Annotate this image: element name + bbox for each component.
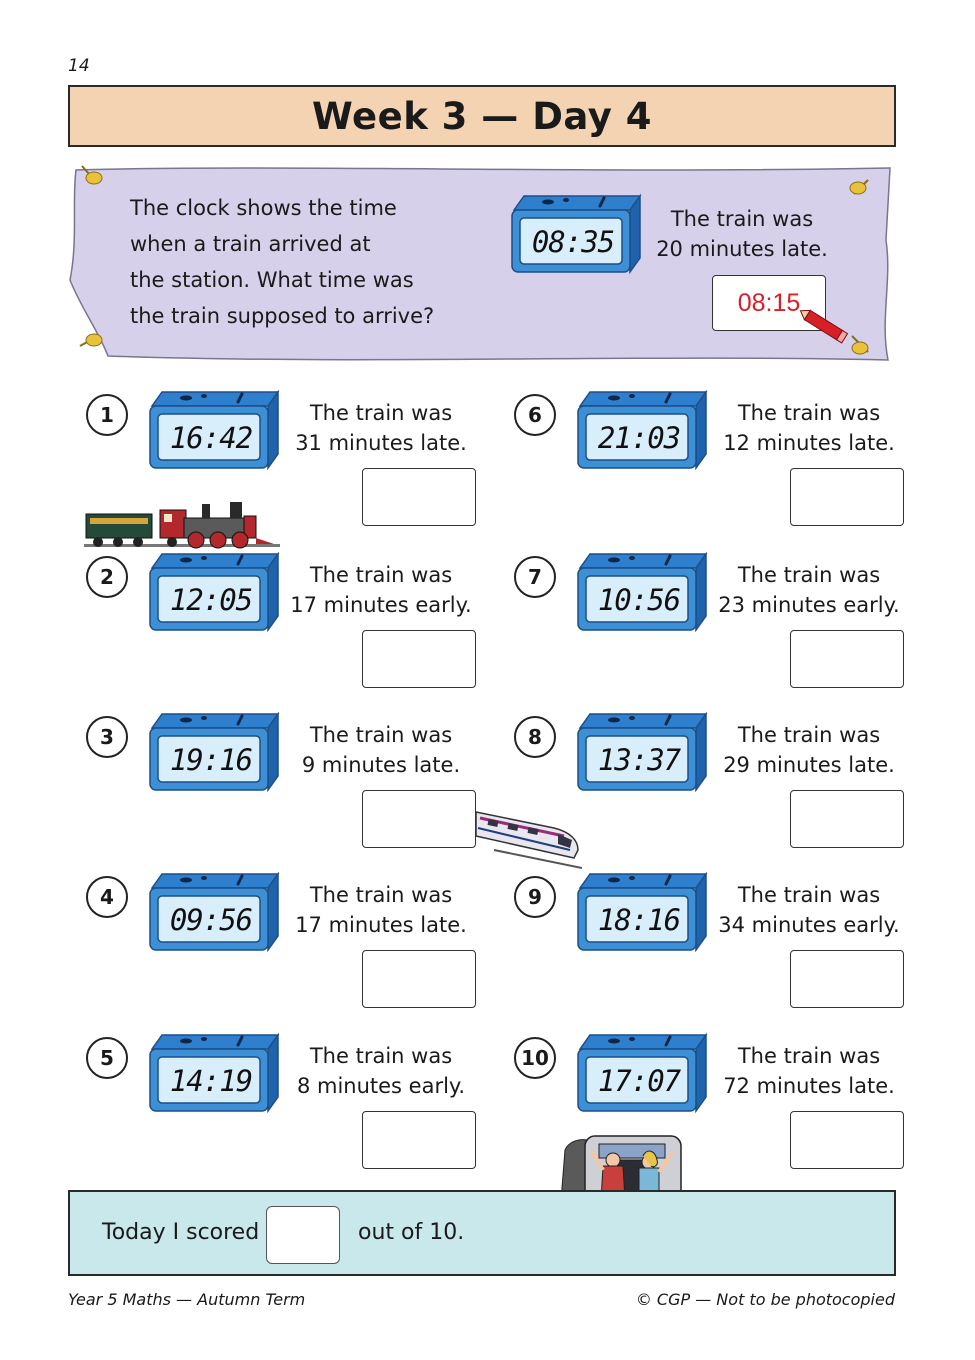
status-line: 8 minutes early.	[296, 1074, 466, 1098]
footer-left: Year 5 Maths — Autumn Term	[68, 1290, 306, 1309]
answer-box[interactable]	[362, 1111, 476, 1169]
question-6	[496, 388, 916, 538]
example-question-line: the station. What time was	[130, 268, 414, 292]
status-line: 34 minutes early.	[718, 913, 900, 937]
question-status	[286, 720, 476, 780]
modern-train-icon	[474, 806, 582, 870]
pencil-icon	[796, 306, 852, 346]
question-9	[496, 870, 916, 1020]
status-line: The train was	[670, 207, 814, 231]
status-line: The train was	[737, 883, 881, 907]
question-status	[286, 398, 476, 458]
clock-time: 13:37	[597, 743, 681, 777]
question-4	[68, 870, 488, 1020]
question-status	[714, 1041, 904, 1101]
question-number: 5	[86, 1037, 128, 1079]
answer-box[interactable]	[790, 1111, 904, 1169]
status-line: The train was	[309, 723, 453, 747]
clock-time: 08:35	[531, 225, 615, 259]
answer-box[interactable]	[362, 468, 476, 526]
status-line: 20 minutes late.	[656, 237, 828, 261]
title-bar	[68, 85, 896, 147]
status-line: 9 minutes late.	[301, 753, 461, 777]
status-line: The train was	[737, 401, 881, 425]
digital-clock	[146, 710, 280, 792]
answer-box[interactable]	[790, 468, 904, 526]
score-prefix: Today I scored	[102, 1220, 260, 1245]
question-status	[714, 398, 904, 458]
status-line: The train was	[737, 723, 881, 747]
status-line: The train was	[309, 1044, 453, 1068]
status-line: The train was	[737, 1044, 881, 1068]
question-number: 10	[514, 1037, 556, 1079]
answer-box[interactable]	[790, 790, 904, 848]
clock-time: 19:16	[169, 743, 253, 777]
question-number: 4	[86, 876, 128, 918]
question-status	[286, 560, 476, 620]
example-clock	[508, 192, 642, 274]
clock-time: 17:07	[597, 1064, 681, 1098]
question-7	[496, 550, 916, 700]
question-3	[68, 710, 488, 860]
clock-time: 16:42	[169, 421, 253, 455]
score-suffix: out of 10.	[358, 1220, 465, 1245]
clock-time: 10:56	[597, 583, 681, 617]
score-bar	[68, 1190, 896, 1276]
example-question-line: when a train arrived at	[130, 232, 371, 256]
footer-right: © CGP — Not to be photocopied	[635, 1290, 895, 1309]
pin-icon	[80, 334, 102, 346]
digital-clock	[574, 388, 708, 470]
question-status	[714, 720, 904, 780]
status-line: 29 minutes late.	[723, 753, 895, 777]
question-number: 1	[86, 394, 128, 436]
example-answer-box: 08:15	[712, 275, 826, 331]
clock-time: 12:05	[169, 583, 253, 617]
example-panel	[68, 160, 896, 370]
clock-time: 14:19	[169, 1064, 253, 1098]
question-status	[714, 880, 904, 940]
status-line: The train was	[309, 401, 453, 425]
question-status	[714, 560, 904, 620]
status-line: 72 minutes late.	[723, 1074, 895, 1098]
digital-clock	[574, 710, 708, 792]
score-input-box[interactable]	[266, 1206, 340, 1264]
status-line: 23 minutes early.	[718, 593, 900, 617]
question-2	[68, 550, 488, 700]
question-status	[286, 880, 476, 940]
status-line: 31 minutes late.	[295, 431, 467, 455]
status-line: 17 minutes late.	[295, 913, 467, 937]
question-status	[286, 1041, 476, 1101]
page-number: 14	[68, 56, 90, 76]
status-line: The train was	[309, 563, 453, 587]
question-number: 8	[514, 716, 556, 758]
steam-train-icon	[84, 500, 280, 552]
answer-box[interactable]	[362, 950, 476, 1008]
answer-box[interactable]	[362, 630, 476, 688]
question-number: 7	[514, 556, 556, 598]
clock-time: 18:16	[597, 903, 681, 937]
question-number: 9	[514, 876, 556, 918]
example-question	[130, 190, 470, 334]
digital-clock	[574, 1031, 708, 1113]
question-5	[68, 1031, 488, 1181]
answer-box[interactable]	[362, 790, 476, 848]
status-line: 17 minutes early.	[290, 593, 472, 617]
question-number: 6	[514, 394, 556, 436]
digital-clock	[146, 1031, 280, 1113]
answer-box[interactable]	[790, 950, 904, 1008]
status-line: The train was	[309, 883, 453, 907]
status-line: 12 minutes late.	[723, 431, 895, 455]
digital-clock	[574, 550, 708, 632]
status-line: The train was	[737, 563, 881, 587]
example-question-line: the train supposed to arrive?	[130, 304, 435, 328]
digital-clock	[574, 870, 708, 952]
answer-box[interactable]	[790, 630, 904, 688]
question-number: 2	[86, 556, 128, 598]
digital-clock	[146, 870, 280, 952]
digital-clock	[146, 550, 280, 632]
clock-time: 21:03	[597, 421, 681, 455]
page-title: Week 3 — Day 4	[312, 94, 652, 138]
example-status	[652, 204, 832, 264]
digital-clock	[146, 388, 280, 470]
example-question-line: The clock shows the time	[130, 196, 397, 220]
clock-time: 09:56	[169, 903, 253, 937]
question-number: 3	[86, 716, 128, 758]
